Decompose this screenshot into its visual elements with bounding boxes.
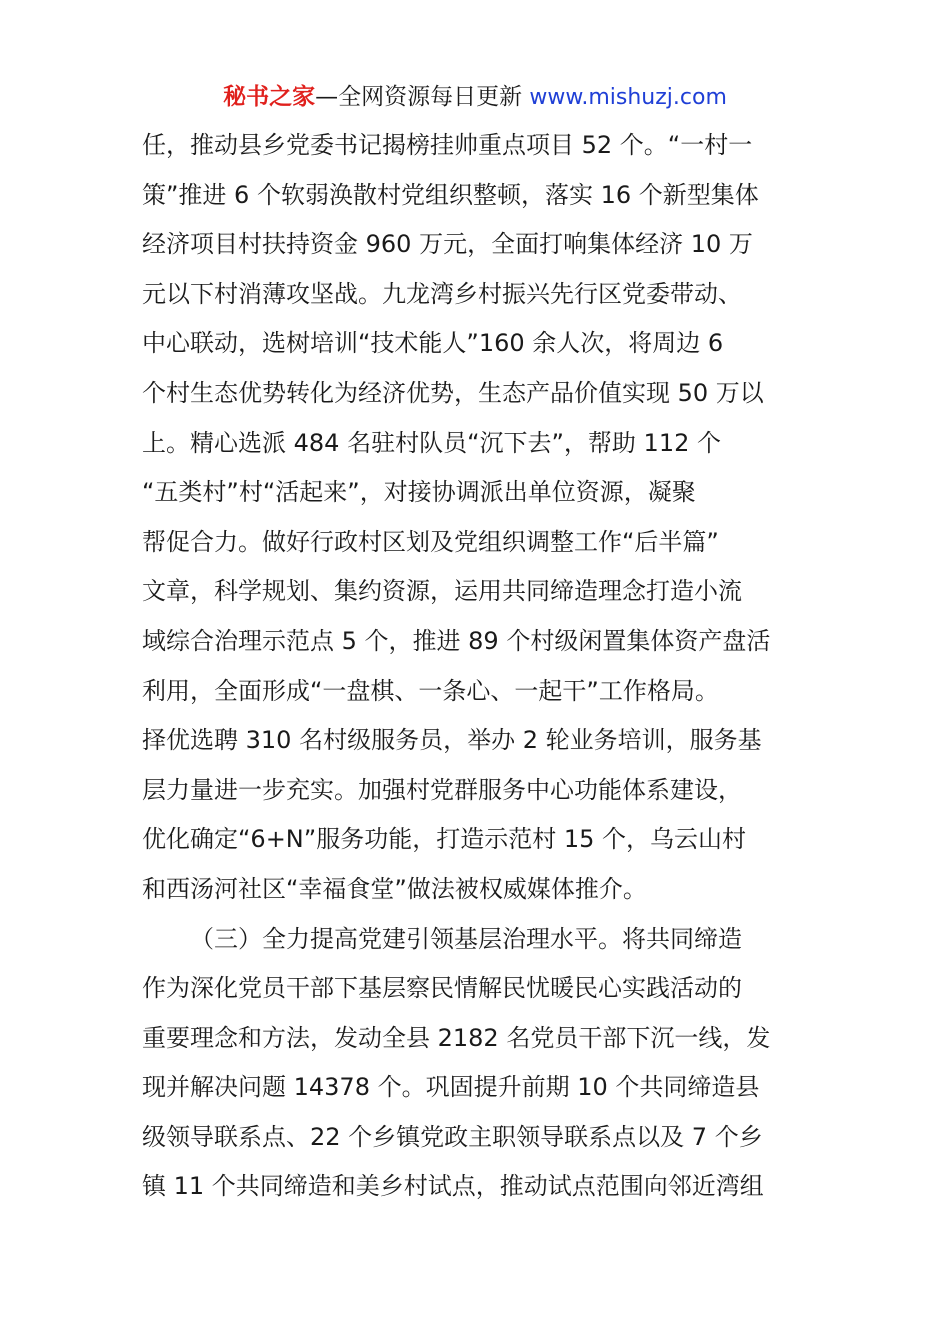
site-url-link[interactable]: www.mishuzj.com [529,85,727,110]
text-line: 元以下村消薄攻坚战。九龙湾乡村振兴先行区党委带动、 [142,279,742,308]
text-line: 层力量进一步充实。加强村党群服务中心功能体系建设， [142,775,742,804]
text-line: 经济项目村扶持资金 960 万元，全面打响集体经济 10 万 [142,230,753,259]
page-header [0,80,950,115]
text-line: “五类村”村“活起来”，对接协调派出单位资源，凝聚 [142,478,696,507]
text-line: 域综合治理示范点 5 个，推进 89 个村级闲置集体资产盘活 [142,626,771,655]
header-tagline: —全网资源每日更新 [315,84,523,110]
text-line: 文章，科学规划、集约资源，运用共同缔造理念打造小流 [142,577,742,606]
text-line: 重要理念和方法，发动全县 2182 名党员干部下沉一线，发 [142,1023,771,1052]
brand-name: 秘书之家 [223,84,316,110]
text-line: 镇 11 个共同缔造和美乡村试点，推动试点范围向邻近湾组 [142,1172,764,1201]
text-line: 上。精心选派 484 名驻村队员“沉下去”，帮助 112 个 [142,428,721,457]
text-line: 个村生态优势转化为经济优势，生态产品价值实现 50 万以 [142,378,764,407]
text-line: 帮促合力。做好行政村区划及党组织调整工作“后半篇” [142,527,719,556]
text-line: 策”推进 6 个软弱涣散村党组织整顿，落实 16 个新型集体 [142,180,759,209]
text-line: 中心联动，选树培训“技术能人”160 余人次，将周边 6 [142,329,724,358]
text-line: 现并解决问题 14378 个。巩固提升前期 10 个共同缔造县 [142,1073,760,1102]
section-heading-line: （三）全力提高党建引领基层治理水平。将共同缔造 [190,924,742,953]
text-line: 和西汤河社区“幸福食堂”做法被权威媒体推介。 [142,874,647,903]
document-body [142,121,822,1212]
text-line: 作为深化党员干部下基层察民情解民忧暖民心实践活动的 [142,974,742,1003]
text-line: 优化确定“6+N”服务功能，打造示范村 15 个，乌云山村 [142,825,746,854]
text-line: 择优选聘 310 名村级服务员，举办 2 轮业务培训，服务基 [142,726,762,755]
text-line: 利用，全面形成“一盘棋、一条心、一起干”工作格局。 [142,676,719,705]
text-line: 级领导联系点、22 个乡镇党政主职领导联系点以及 7 个乡 [142,1122,763,1151]
text-line: 任，推动县乡党委书记揭榜挂帅重点项目 52 个。“一村一 [142,131,753,159]
